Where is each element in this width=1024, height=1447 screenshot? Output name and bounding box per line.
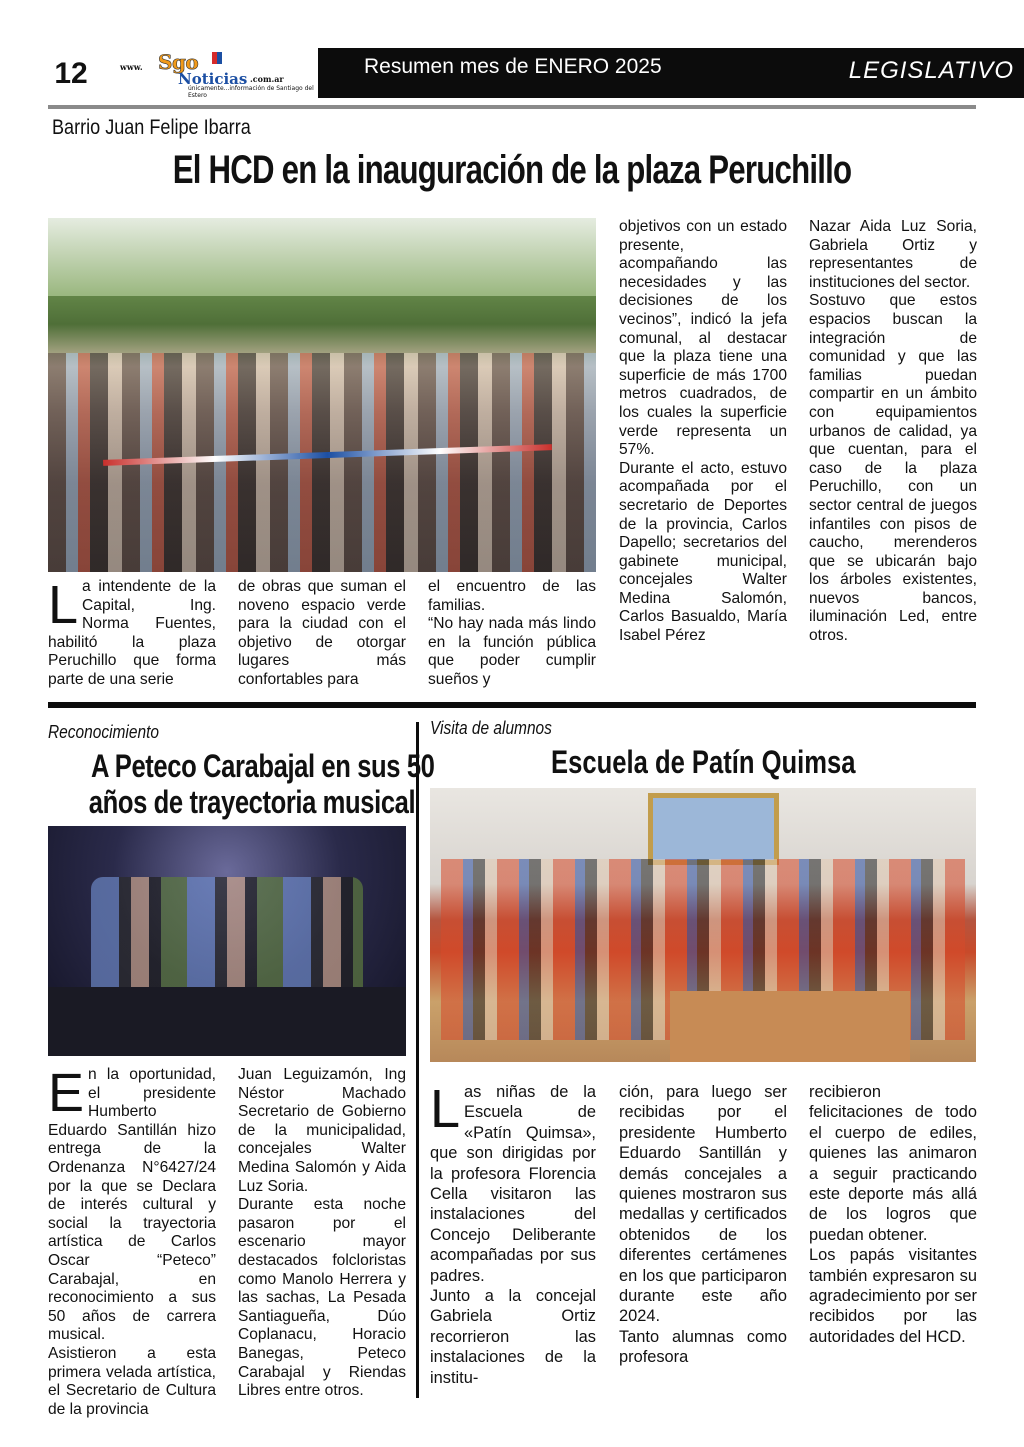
article1-dropcap: L <box>48 575 79 635</box>
article2-column-1 <box>48 1063 216 1419</box>
article3-col2-para-1: ción, para luego ser recibidas por el presidente Humberto Eduardo Santillán y demás concejales a quienes mostraron sus medallas y certificados obtenidos de los diferentes certámenes en los que participaron durante este año 2024. <box>619 1083 787 1326</box>
article1-col4-para-1: objetivos con un estado presente, acompañando las necesidades y las decisiones de los vecinos”, indicó la jefa comunal, al destacar que la plaza tiene una superficie de más 1700 metros cuadrados, de los cuales la superficie verde representa un 57%. <box>619 218 787 459</box>
article3-kicker: Visita de alumnos <box>430 718 552 738</box>
article3-col1-para-2: Junto a la concejal Gabriela Ortiz recorrieron las instalaciones de la institu- <box>430 1287 596 1387</box>
section-name: LEGISLATIVO <box>848 57 1014 84</box>
header-divider <box>48 105 976 109</box>
article3-column-1 <box>430 1079 596 1388</box>
article1-col1-text: a intendente de la Capital, Ing. Norma Fuentes, habilitó la plaza Peruchillo que forma parte de una serie <box>48 578 216 688</box>
article2-col1-para-1: n la oportunidad, el presidente Humberto Eduardo Santillán hizo entrega de la Ordenanza N°6427/24 por la que se Declara de interés cultural y social la trayectoria artística de Carlos Oscar “Peteco” Carabajal, en reconocimiento a sus 50 años de carrera musical. <box>48 1066 216 1344</box>
article3-dropcap: L <box>430 1079 461 1139</box>
article3-column-3 <box>809 1082 977 1347</box>
article1-column-1 <box>48 575 216 690</box>
article2-col2-para-2: Durante esta noche pasaron por el escenario mayor destacados folcloristas como Manolo Herrera y las sachas, La Pesada Santiagueña, Dúo Coplanacu, Horacio Banegas, Peteco Carabajal y Riendas Libres entre otros. <box>238 1196 406 1400</box>
logo-name-noticias: Noticias <box>178 70 248 88</box>
patin-quimsa-photo <box>430 788 976 1062</box>
photo-table <box>670 991 910 1062</box>
article1-col2-text: de obras que suman el noveno espacio verde para la ciudad con el objetivo de otorgar lugares más confortables para <box>238 578 406 688</box>
article1-column-4 <box>619 218 787 646</box>
page-number: 12 <box>54 57 88 90</box>
article2-dropcap: E <box>48 1063 85 1123</box>
photo-trees <box>48 218 596 296</box>
article1-col5-para-1: Nazar Aida Luz Soria, Gabriela Ortiz y representantes de instituciones del sector. <box>809 218 977 291</box>
column-divider <box>416 722 419 1398</box>
article1-column-2 <box>238 578 406 690</box>
article2-col2-para-1: Juan Leguizamón, Ing Néstor Machado Secretario de Gobierno de la municipalidad, concejales Walter Medina Salomón y Aida Luz Soria. <box>238 1066 406 1195</box>
logo-tagline: únicamente...información de Santiago del Estero <box>188 85 314 99</box>
article1-col3-para-2: “No hay nada más lindo en la función pública que poder cumplir sueños y <box>428 615 596 688</box>
article1-column-3 <box>428 578 596 690</box>
photo-painting <box>648 793 779 864</box>
article1-column-5 <box>809 218 977 646</box>
peteco-stage-photo <box>48 826 406 1056</box>
article2-kicker: Reconocimiento <box>48 722 160 742</box>
article1-kicker: Barrio Juan Felipe Ibarra <box>52 116 251 139</box>
article2-title-line-2: años de trayectoria musical <box>88 784 416 820</box>
issue-subtitle: Resumen mes de ENERO 2025 <box>364 55 662 78</box>
sgo-noticias-logo <box>100 50 315 99</box>
photo-stage <box>48 987 406 1056</box>
article3-col3-para-1: recibieron felicitaciones de todo el cuerpo de ediles, quienes las animaron a seguir practicando este deporte más allá de los logros que puedan obtener. <box>809 1083 977 1244</box>
article1-col4-para-2: Durante el acto, estuvo acompañada por el secretario de Deportes de la provincia, Carlos Dapello; secretarios del gabinete municipal, concejales Walter Medina Salomón, Carlos Basualdo, María Isabel Pérez <box>619 459 787 645</box>
article1-title <box>48 148 976 193</box>
article3-col2-para-2: Tanto alumnas como profesora <box>619 1327 787 1367</box>
article1-title-text: El HCD en la inauguración de la plaza Peruchillo <box>172 148 852 192</box>
page-header <box>48 48 1014 99</box>
article2-column-2 <box>238 1066 406 1401</box>
article3-col3-para-2: Los papás visitantes también expresaron su agradecimiento por ser recibidos por las autoridades del HCD. <box>809 1246 977 1346</box>
article2-title <box>48 748 435 820</box>
logo-www: www. <box>120 62 143 72</box>
article2-title-line-1: A Peteco Carabajal en sus 50 <box>90 748 435 784</box>
article1-col5-para-2: Sostuvo que estos espacios buscan la integración de comunidad y que las familias puedan compartir en un ámbito con equipamientos urbanos de calidad, ya que cuentan, para el caso de la plaza Peruchillo, con un sector central de juegos infantiles con pisos de caucho, merenderos que se ubicarán bajo los árboles existentes, nuevos bancos, iluminación Led, entre otros. <box>809 292 977 645</box>
article3-col1-para-1: as niñas de la Escuela de «Patín Quimsa», que son dirigidas por la profesora Florencia Cella visitaron las instalaciones del Concejo Deliberante acompañadas por sus padres. <box>430 1083 596 1285</box>
logo-name-sgo: Sgo <box>158 50 199 74</box>
section-divider <box>48 702 976 708</box>
article3-column-2 <box>619 1082 787 1368</box>
logo-domain: .com.ar <box>250 74 284 84</box>
article3-title <box>430 744 976 780</box>
article2-col1-para-2: Asistieron a esta primera velada artística, el Secretario de Cultura de la provincia <box>48 1344 216 1418</box>
plaza-inauguration-photo <box>48 218 596 572</box>
header-bar <box>318 48 1024 98</box>
article3-title-text: Escuela de Patín Quimsa <box>550 744 856 780</box>
flag-icon <box>212 52 222 64</box>
article1-col3-para-1: el encuentro de las familias. <box>428 578 596 614</box>
